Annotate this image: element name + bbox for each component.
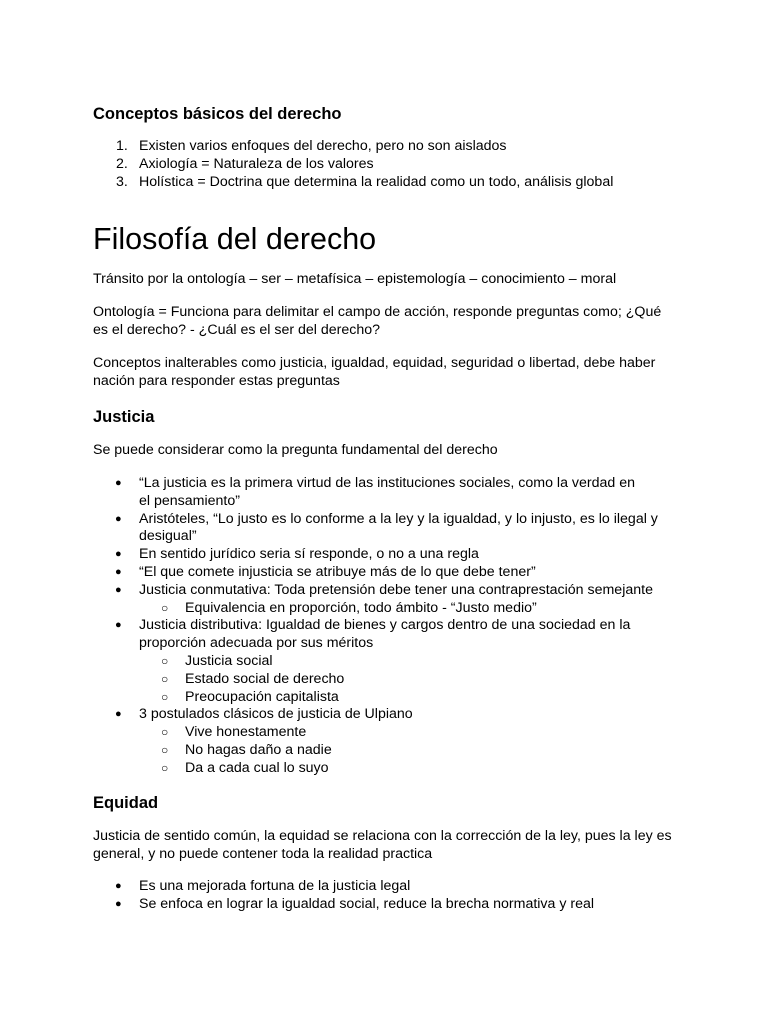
bullet-list-justicia	[93, 475, 713, 778]
circle-bullet-icon: ○	[161, 671, 169, 686]
bullet-text: “La justicia es la primera virtud de las instituciones sociales, como la verdad en el pensamiento”	[139, 475, 636, 509]
bullet-item	[93, 546, 713, 564]
list-number: 1.	[116, 138, 128, 154]
circle-bullet-icon: ○	[161, 725, 169, 740]
paragraph-justicia-intro: Se puede considerar como la pregunta fundamental del derecho	[93, 442, 498, 458]
circle-bullet-icon: ○	[161, 760, 169, 775]
bullet-text: Se enfoca en lograr la igualdad social, reduce la brecha normativa y real	[139, 895, 595, 912]
circle-bullet-icon: ○	[161, 600, 169, 615]
list-item-text: Holística = Doctrina que determina la realidad como un todo, análisis global	[139, 173, 614, 190]
bullet-item	[93, 582, 713, 618]
list-item	[93, 174, 613, 192]
section-heading-conceptos: Conceptos básicos del derecho	[93, 105, 342, 123]
bullet-text: Justicia distributiva: Igualdad de bienes y cargos dentro de una sociedad en la proporción adecuada por sus méritos	[139, 617, 631, 652]
bullet-icon: ●	[115, 512, 122, 525]
bullet-list-equidad	[93, 878, 713, 914]
sub-item-text: Estado social de derecho	[185, 670, 345, 687]
list-number: 3.	[116, 173, 128, 190]
bullet-icon: ●	[115, 477, 122, 489]
sub-list-distributiva	[139, 653, 655, 706]
paragraph-ontologia: Ontología = Funciona para delimitar el campo de acción, responde preguntas como; ¿Qué es el derecho? - ¿Cuál es el ser del derecho?	[93, 304, 662, 338]
sub-item-text: Preocupación capitalista	[185, 688, 339, 705]
paragraph-transito: Tránsito por la ontología – ser – metafísica – epistemología – conocimiento – moral	[93, 271, 617, 287]
sub-list-conmutativa	[139, 600, 713, 618]
sub-item-text: Equivalencia en proporción, todo ámbito - “Justo medio”	[185, 599, 537, 616]
sub-item-text: Da a cada cual lo suyo	[185, 759, 329, 776]
sub-list-item	[139, 760, 713, 778]
list-item-text: Axiología = Naturaleza de los valores	[139, 155, 374, 172]
bullet-icon: ●	[115, 583, 122, 596]
list-item-text: Existen varios enfoques del derecho, pero no son aislados	[139, 138, 507, 154]
section-heading-justicia: Justicia	[93, 408, 155, 426]
bullet-text: Aristóteles, “Lo justo es lo conforme a la ley y la igualdad, y lo injusto, es lo ilegal y desigual”	[139, 510, 658, 545]
sub-list-item	[139, 689, 655, 707]
sub-list-item	[139, 600, 713, 618]
bullet-item	[93, 475, 639, 511]
sub-list-item	[139, 724, 713, 742]
paragraph-conceptos-inalterables: Conceptos inalterables como justicia, igualdad, equidad, seguridad o libertad, debe haber nación para responder estas preguntas	[93, 355, 656, 389]
bullet-item	[93, 896, 713, 914]
bullet-icon: ●	[115, 880, 122, 892]
bullet-text: 3 postulados clásicos de justicia de Ulpiano	[139, 706, 413, 723]
list-number: 2.	[116, 155, 128, 172]
bullet-icon: ●	[115, 565, 122, 578]
bullet-icon: ●	[115, 619, 122, 632]
bullet-text: En sentido jurídico seria sí responde, o no a una regla	[139, 546, 479, 563]
bullet-text: Justicia conmutativa: Toda pretensión debe tener una contraprestación semejante	[139, 581, 653, 598]
sub-list-ulpiano	[139, 724, 713, 777]
bullet-icon: ●	[115, 897, 122, 910]
bullet-item	[93, 706, 713, 777]
list-item	[93, 156, 613, 174]
circle-bullet-icon: ○	[161, 653, 169, 668]
bullet-icon: ●	[115, 548, 122, 561]
bullet-item	[93, 878, 713, 896]
bullet-text: Es una mejorada fortuna de la justicia legal	[139, 878, 411, 894]
circle-bullet-icon: ○	[161, 742, 169, 757]
bullet-item	[93, 564, 713, 582]
page-title: Filosofía del derecho	[93, 222, 377, 256]
bullet-item	[93, 511, 669, 547]
bullet-text: “El que comete injusticia se atribuye más de lo que debe tener”	[139, 563, 536, 580]
circle-bullet-icon: ○	[161, 689, 169, 704]
sub-item-text: No hagas daño a nadie	[185, 741, 332, 758]
section-heading-equidad: Equidad	[93, 794, 159, 812]
bullet-item	[93, 617, 655, 706]
paragraph-equidad-intro: Justicia de sentido común, la equidad se relaciona con la corrección de la ley, pues la ley es general, y no puede contener toda la realidad practica	[93, 828, 672, 862]
sub-list-item	[139, 671, 655, 689]
sub-item-text: Justicia social	[185, 652, 273, 669]
sub-list-item	[139, 653, 655, 671]
sub-list-item	[139, 742, 713, 760]
list-item	[93, 138, 613, 156]
bullet-icon: ●	[115, 708, 122, 721]
sub-item-text: Vive honestamente	[185, 724, 307, 741]
numbered-list-conceptos	[93, 138, 613, 191]
